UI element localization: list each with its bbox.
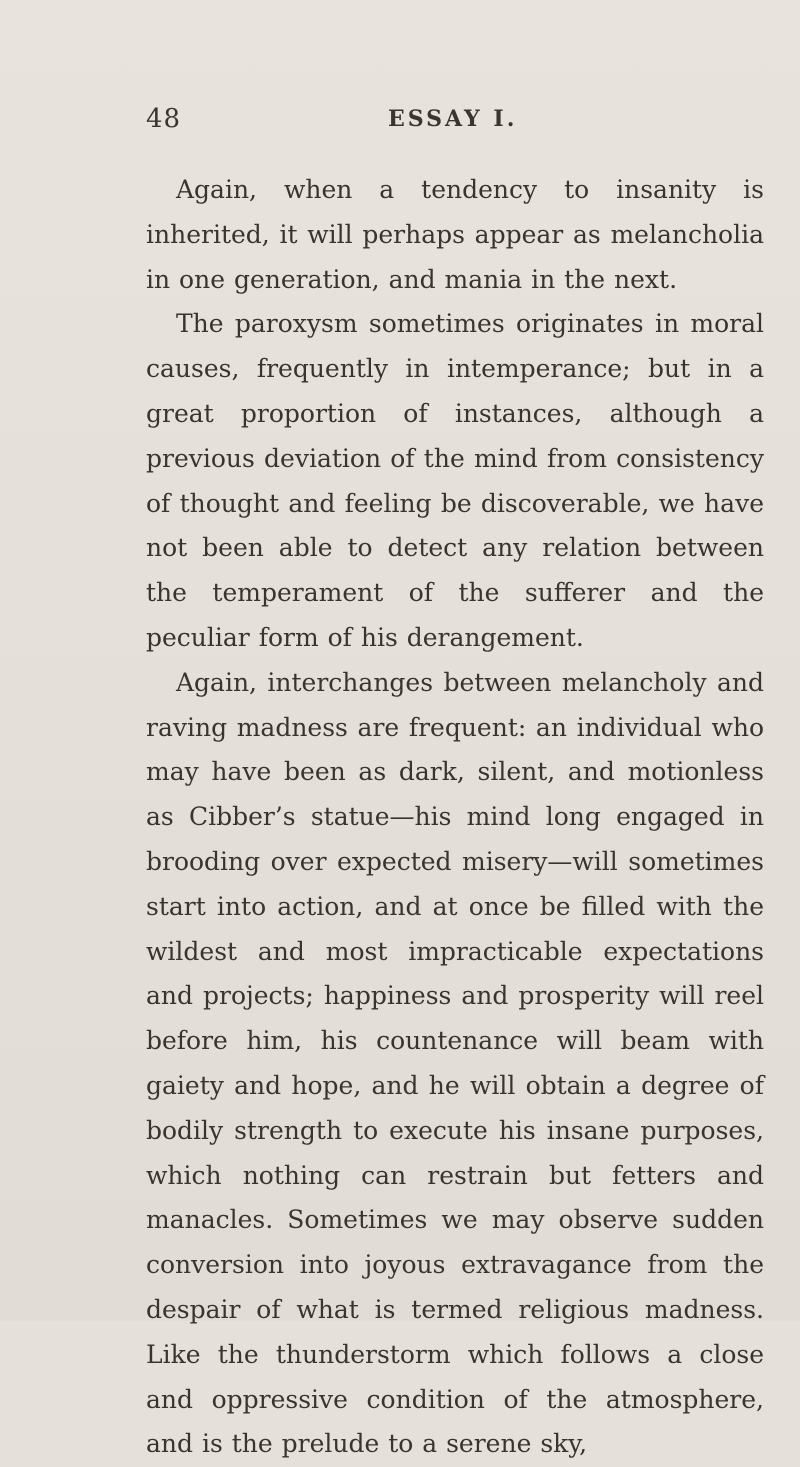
paragraph-1: Again, when a tendency to insanity is inherited, it will perhaps appear as melancholia in one generation, and mania in the next. (146, 175, 764, 294)
page-header (0, 104, 800, 144)
paragraph-3: Again, interchanges between melancholy and raving madness are frequent: an individual who may have been as dark, silent, and motionless as Cibber’s statue—his mind long engaged in brooding over expected misery—will sometimes start into action, and at once be filled with the wildest and most impracticable expectations and projects; happiness and prosperity will reel before him, his countenance will beam with gaiety and hope, and he will obtain a degree of bodily strength to execute his insane purposes, which nothing can restrain but fetters and manacles. Sometimes we may observe sudden conversion into joyous extravagance from the despair of what is termed religious madness. Like the thunderstorm which follows a close and oppressive condition of the atmosphere, and is the prelude to a serene sky, (146, 667, 764, 1459)
body-text (146, 168, 764, 1467)
page-number: 48 (146, 104, 182, 134)
paragraph-2: The paroxysm sometimes originates in moral causes, frequently in intemperance; but in a great proportion of instances, although a previous deviation of the mind from consistency of thought and feeling be discoverable, we have not been able to detect any relation between the temperament of the sufferer and the peculiar form of his derangement. (146, 309, 764, 652)
running-head: ESSAY I. (388, 106, 518, 132)
